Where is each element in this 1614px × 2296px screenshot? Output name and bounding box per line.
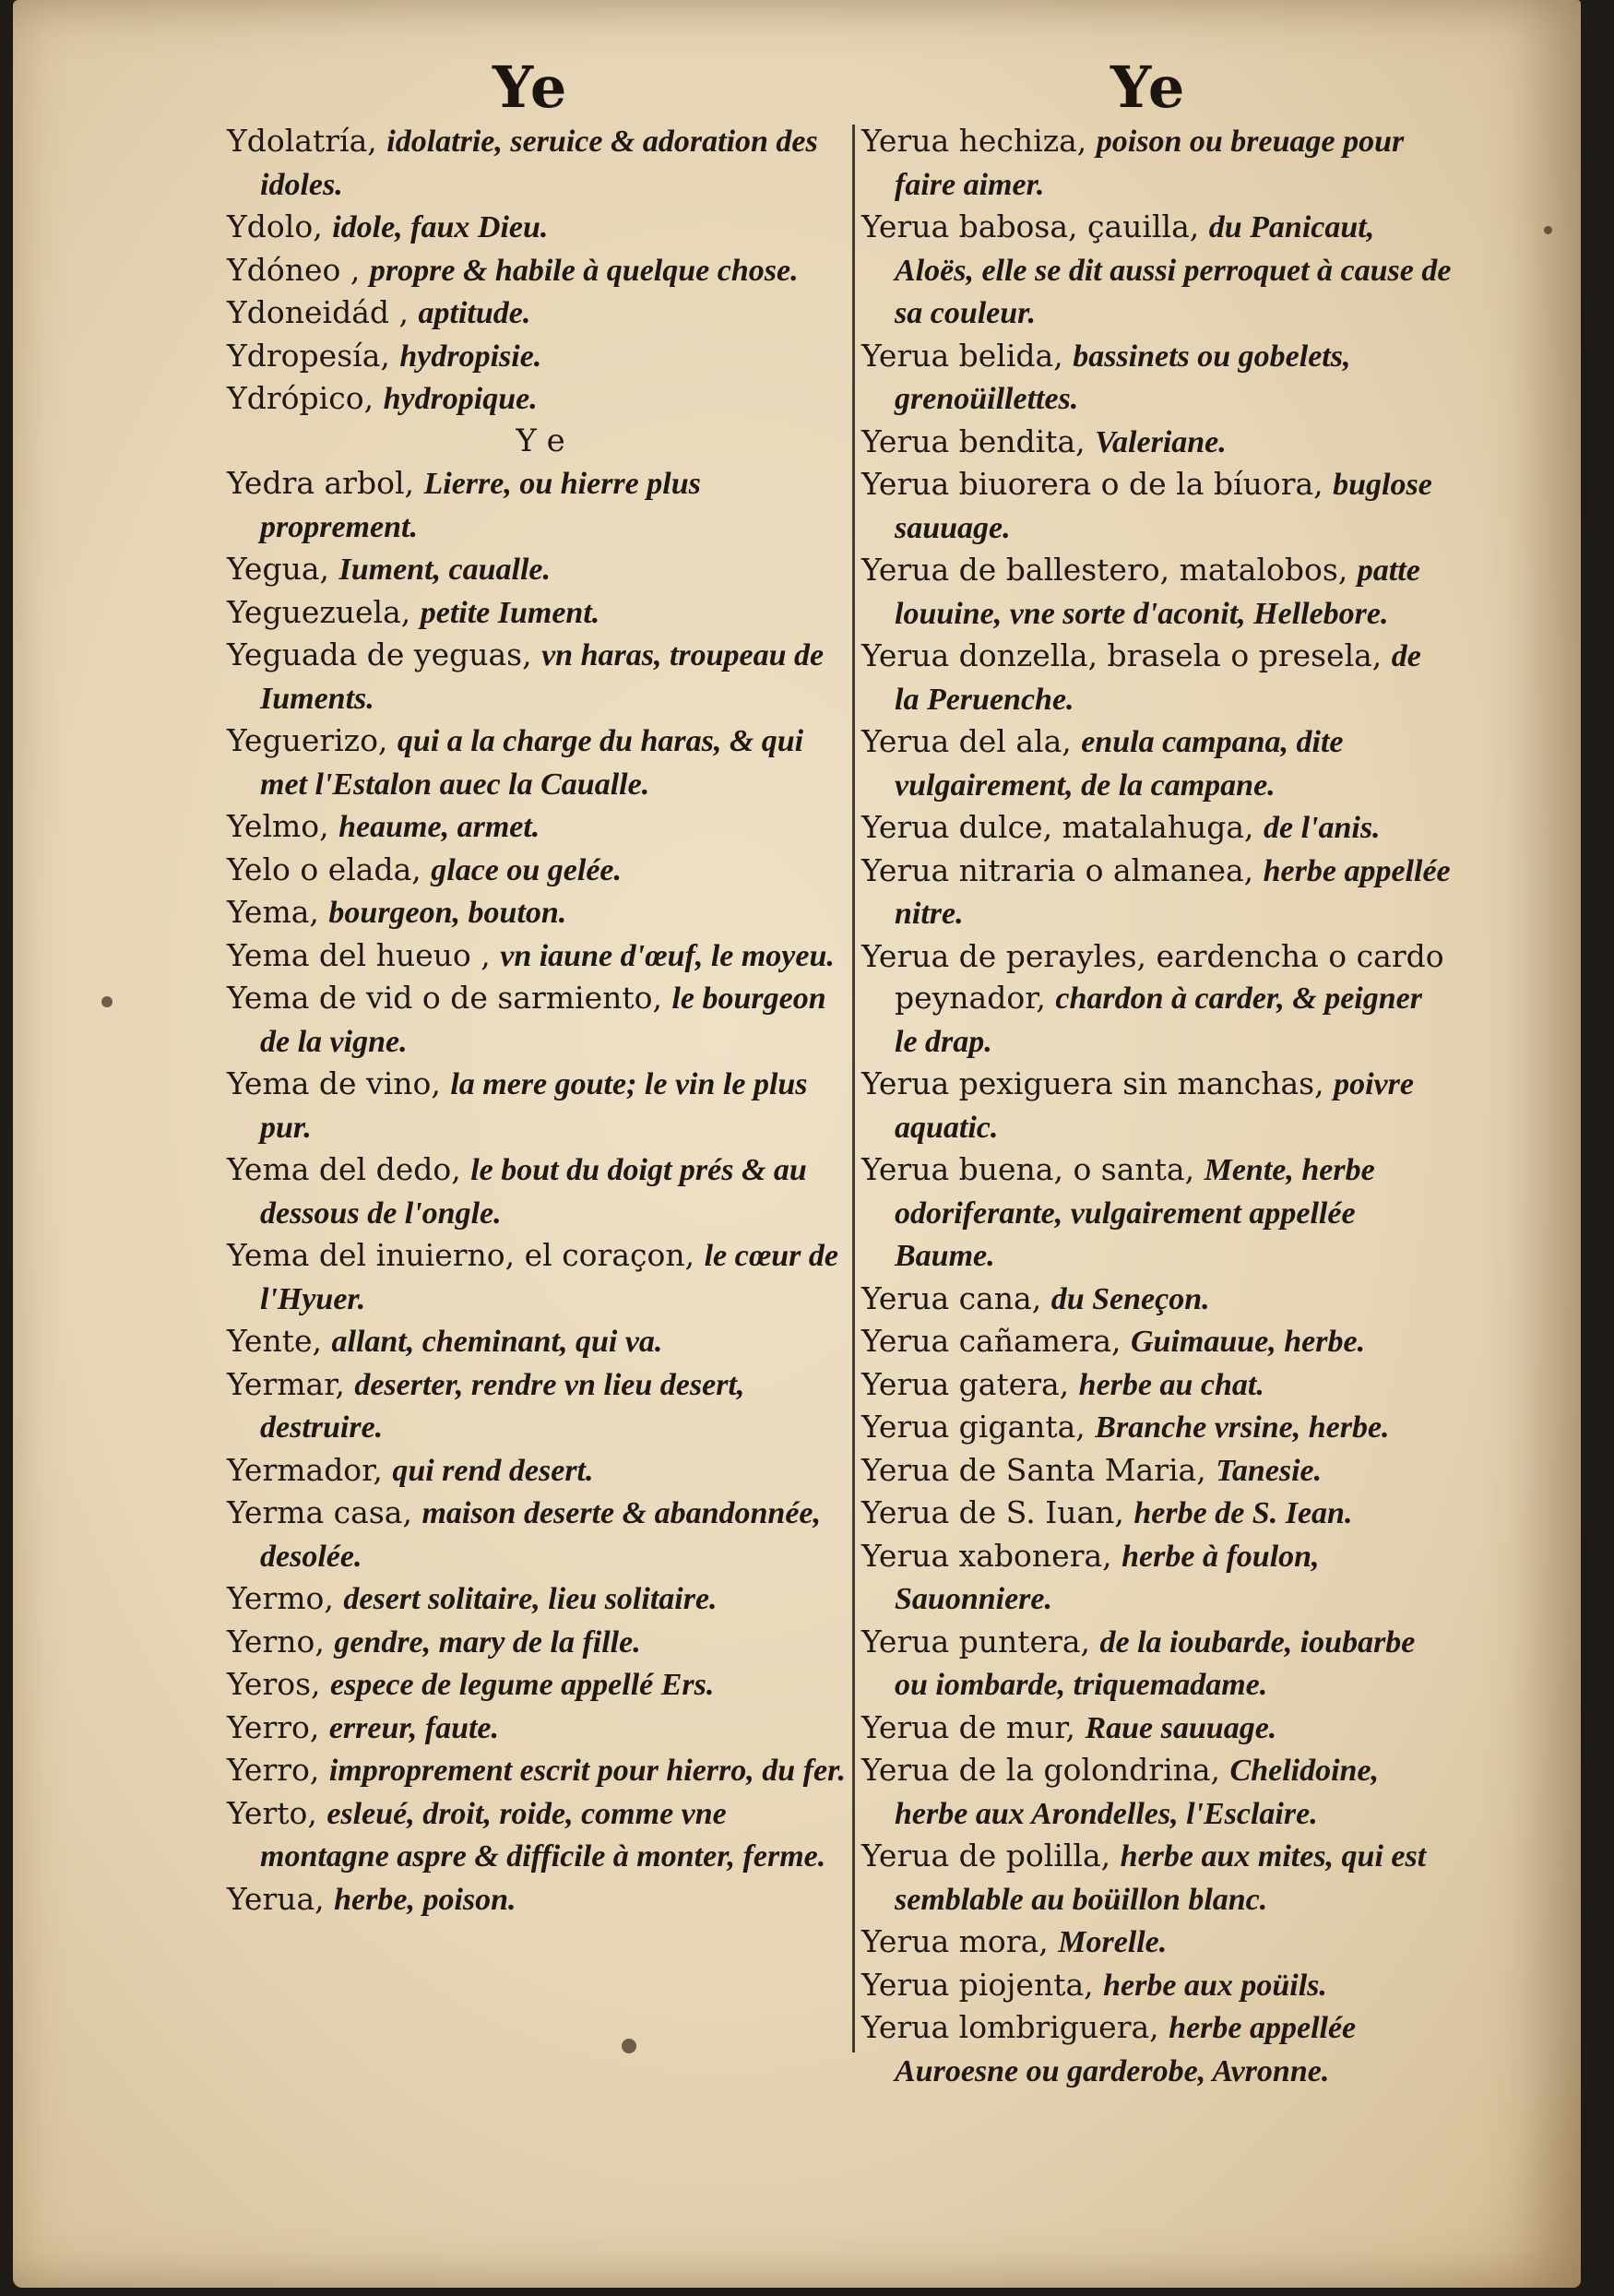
entry-definition: bourgeon, bouton. bbox=[328, 896, 567, 930]
dictionary-entry bbox=[227, 891, 854, 934]
dictionary-entry bbox=[227, 335, 854, 378]
dictionary-entry bbox=[861, 1964, 1452, 2007]
entry-definition: du Seneçon. bbox=[1050, 1281, 1210, 1316]
dictionary-entry bbox=[861, 1148, 1452, 1278]
dictionary-entry bbox=[227, 1363, 854, 1449]
dictionary-entry bbox=[227, 1492, 854, 1577]
dictionary-entry bbox=[227, 206, 854, 249]
entry-headword: Yerua donzella, brasela o presela, bbox=[861, 637, 1392, 673]
entry-headword: Yerua lombriguera, bbox=[861, 2009, 1169, 2045]
dictionary-entry bbox=[861, 850, 1452, 935]
entry-headword: Yerro, bbox=[227, 1708, 329, 1745]
entry-headword: Yerua cana, bbox=[861, 1279, 1051, 1316]
entry-definition: herbe, poison. bbox=[334, 1882, 516, 1917]
entry-headword: Yerua de Santa Maria, bbox=[861, 1451, 1216, 1488]
entry-definition: le bourgeon de la vigne. bbox=[260, 981, 826, 1059]
entry-definition: idole, faux Dieu. bbox=[332, 210, 549, 244]
entry-definition: Iument, caualle. bbox=[338, 553, 552, 587]
dictionary-entry bbox=[227, 634, 854, 720]
entry-definition: Tanesie. bbox=[1216, 1453, 1323, 1488]
entry-definition: glace ou gelée. bbox=[431, 852, 623, 887]
dictionary-entry bbox=[227, 1707, 854, 1750]
dictionary-entry bbox=[861, 1406, 1452, 1449]
dictionary-entry bbox=[227, 591, 854, 635]
dictionary-entry bbox=[861, 1449, 1452, 1493]
dictionary-entry bbox=[227, 462, 854, 548]
entry-definition: herbe au chat. bbox=[1078, 1367, 1264, 1402]
dictionary-entry bbox=[227, 849, 854, 892]
entry-headword: Yermar, bbox=[227, 1365, 355, 1402]
dictionary-entry bbox=[861, 935, 1452, 1064]
entry-headword: Yerua giganta, bbox=[861, 1409, 1096, 1445]
running-header-right: Ye bbox=[1110, 54, 1187, 121]
entry-definition: Raue sauuage. bbox=[1085, 1710, 1277, 1745]
entry-definition: Morelle. bbox=[1058, 1925, 1168, 1959]
entry-headword: Ydóneo , bbox=[227, 251, 370, 288]
entry-definition: herbe de S. Iean. bbox=[1133, 1496, 1353, 1530]
entry-headword: Yeguezuela, bbox=[227, 593, 421, 630]
dictionary-entry bbox=[227, 1621, 854, 1664]
dictionary-entry bbox=[227, 1878, 854, 1921]
entry-headword: Yerua de ballestero, matalobos, bbox=[861, 552, 1358, 588]
entry-definition: poison ou breuage pour faire aimer. bbox=[895, 125, 1405, 202]
dictionary-entry bbox=[227, 1148, 854, 1234]
entry-definition: allant, cheminant, qui va. bbox=[331, 1325, 663, 1359]
entry-definition: qui a la charge du haras, & qui met l'Estalon auec la Caualle. bbox=[260, 724, 804, 802]
entry-headword: Yerua bendita, bbox=[861, 422, 1096, 459]
entry-definition: propre & habile à quelque chose. bbox=[369, 253, 799, 288]
entry-definition: espece de legume appellé Ers. bbox=[330, 1668, 715, 1702]
entry-headword: Yerno, bbox=[227, 1623, 335, 1660]
dictionary-entry bbox=[227, 1063, 854, 1148]
dictionary-entry bbox=[861, 1320, 1452, 1363]
dictionary-entry bbox=[861, 1707, 1452, 1750]
entry-headword: Yerua piojenta, bbox=[861, 1966, 1104, 2003]
dictionary-entry bbox=[227, 1577, 854, 1621]
entry-definition: heaume, armet. bbox=[338, 810, 540, 844]
entry-headword: Yerua puntera, bbox=[861, 1623, 1100, 1660]
entry-definition: herbe appellée Auroesne ou garderobe, Avronne. bbox=[895, 2011, 1357, 2088]
entry-headword: Yema de vino, bbox=[227, 1065, 451, 1101]
dictionary-entry bbox=[861, 1535, 1452, 1621]
dictionary-entry bbox=[227, 548, 854, 591]
dictionary-entry bbox=[861, 1278, 1452, 1321]
entry-definition: desert solitaire, lieu solitaire. bbox=[343, 1582, 718, 1616]
entry-headword: Ydolo, bbox=[227, 208, 333, 244]
entry-headword: Yema de vid o de sarmiento, bbox=[227, 980, 672, 1016]
entry-definition: improprement escrit pour hierro, du fer. bbox=[328, 1754, 846, 1788]
running-header-left: Ye bbox=[493, 54, 569, 121]
entry-headword: Yema del hueuo , bbox=[227, 936, 501, 973]
entry-definition: de la Peruenche. bbox=[895, 639, 1421, 717]
entry-definition: idolatrie, seruice & adoration des idoles. bbox=[260, 125, 818, 202]
dictionary-entry bbox=[227, 1792, 854, 1878]
dictionary-entry bbox=[861, 206, 1452, 335]
dictionary-entry bbox=[861, 2006, 1452, 2092]
entry-definition: buglose sauuage. bbox=[895, 468, 1432, 545]
dictionary-entry bbox=[227, 249, 854, 292]
dictionary-entry bbox=[227, 805, 854, 849]
entry-definition: herbe appellée nitre. bbox=[895, 853, 1451, 931]
dictionary-entry bbox=[227, 291, 854, 335]
entry-definition: le cœur de l'Hyuer. bbox=[260, 1239, 838, 1316]
entry-definition: Mente, herbe odoriferante, vulgairement appellée Baume. bbox=[895, 1153, 1375, 1273]
entry-definition: poivre aquatic. bbox=[895, 1067, 1414, 1145]
entry-definition: herbe à foulon, Sauonniere. bbox=[895, 1539, 1320, 1616]
entry-headword: Yerua pexiguera sin manchas, bbox=[861, 1065, 1335, 1101]
entry-definition: hydropisie. bbox=[399, 339, 542, 374]
entry-definition: maison deserte & abandonnée, desolée. bbox=[260, 1496, 822, 1574]
dictionary-entry bbox=[861, 1749, 1452, 1835]
entry-headword: Yerma casa, bbox=[227, 1494, 422, 1530]
entry-definition: vn iaune d'œuf, le moyeu. bbox=[500, 938, 835, 973]
ink-spot bbox=[622, 2039, 636, 2053]
dictionary-entry bbox=[861, 1492, 1452, 1535]
entry-definition: bassinets ou gobelets, grenoüillettes. bbox=[895, 339, 1351, 416]
entry-definition: de l'anis. bbox=[1263, 811, 1381, 845]
entry-headword: Yelmo, bbox=[227, 808, 339, 844]
entry-headword: Yema del inuierno, el coraçon, bbox=[227, 1237, 705, 1273]
entry-definition: hydropique. bbox=[383, 382, 538, 416]
entry-headword: Yerua de polilla, bbox=[861, 1838, 1121, 1874]
dictionary-entry bbox=[861, 635, 1452, 720]
left-column bbox=[227, 120, 854, 1921]
entry-headword: Yerua buena, o santa, bbox=[861, 1151, 1205, 1187]
entry-definition: gendre, mary de la fille. bbox=[334, 1624, 641, 1660]
entry-headword: Ydrópico, bbox=[227, 380, 384, 416]
entry-headword: Yerua, bbox=[227, 1880, 335, 1917]
dictionary-entry bbox=[861, 1063, 1452, 1148]
dictionary-entry bbox=[861, 1363, 1452, 1407]
entry-headword: Yema, bbox=[227, 894, 329, 930]
dictionary-entry bbox=[227, 934, 854, 978]
section-subheading: Y e bbox=[516, 422, 565, 459]
entry-headword: Yente, bbox=[227, 1323, 332, 1359]
dictionary-entry bbox=[227, 977, 854, 1063]
dictionary-entry bbox=[227, 120, 854, 206]
ink-spot bbox=[1544, 226, 1552, 234]
entry-headword: Ydolatría, bbox=[227, 123, 387, 159]
dictionary-entry bbox=[861, 720, 1452, 806]
entry-headword: Yeros, bbox=[227, 1666, 331, 1702]
dictionary-entry bbox=[227, 1449, 854, 1493]
entry-headword: Yerua babosa, çauilla, bbox=[861, 208, 1209, 244]
dictionary-entry bbox=[861, 463, 1452, 549]
entry-headword: Yerua de perayles, eardencha o cardo peynador, bbox=[861, 937, 1444, 1016]
dictionary-entry bbox=[227, 1663, 854, 1707]
entry-headword: Yerua biuorera o de la bíuora, bbox=[861, 466, 1334, 502]
entry-headword: Yegua, bbox=[227, 551, 339, 587]
entry-headword: Yerro, bbox=[227, 1752, 329, 1788]
entry-headword: Yerua de la golondrina, bbox=[861, 1752, 1230, 1788]
entry-definition: esleué, droit, roide, comme vne montagne aspre & difficile à monter, ferme. bbox=[260, 1796, 826, 1874]
entry-definition: enula campana, dite vulgairement, de la campane. bbox=[895, 725, 1344, 803]
entry-definition: Chelidoine, herbe aux Arondelles, l'Esclaire. bbox=[895, 1754, 1380, 1831]
entry-headword: Yema del dedo, bbox=[227, 1151, 471, 1187]
dictionary-page bbox=[13, 0, 1581, 2288]
column-divider bbox=[852, 125, 855, 2052]
entry-headword: Yerua dulce, matalahuga, bbox=[861, 809, 1264, 845]
entry-headword: Yerua gatera, bbox=[861, 1365, 1079, 1402]
entry-headword: Yerua del ala, bbox=[861, 723, 1082, 759]
entry-headword: Yerua belida, bbox=[861, 337, 1074, 374]
entry-headword: Yerua mora, bbox=[861, 1923, 1059, 1959]
entry-headword: Yedra arbol, bbox=[227, 465, 424, 501]
entry-headword: Yeguerizo, bbox=[227, 722, 398, 758]
entry-definition: chardon à carder, & peigner le drap. bbox=[895, 981, 1422, 1059]
entry-definition: qui rend desert. bbox=[392, 1453, 594, 1488]
entry-headword: Yerua de mur, bbox=[861, 1708, 1086, 1745]
entry-definition: la mere goute; le vin le plus pur. bbox=[260, 1067, 808, 1145]
entry-headword: Yerua nitraria o almanea, bbox=[861, 851, 1264, 888]
entry-headword: Yermador, bbox=[227, 1451, 393, 1488]
dictionary-entry bbox=[227, 1234, 854, 1320]
entry-headword: Ydropesía, bbox=[227, 337, 400, 374]
entry-definition: petite Iument. bbox=[420, 595, 600, 630]
entry-definition: erreur, faute. bbox=[328, 1710, 500, 1745]
entry-headword: Yerto, bbox=[227, 1794, 327, 1831]
entry-headword: Yermo, bbox=[227, 1580, 344, 1616]
ink-spot bbox=[101, 996, 113, 1007]
entry-definition: Lierre, ou hierre plus proprement. bbox=[260, 467, 701, 544]
right-column bbox=[861, 120, 1452, 2092]
entry-headword: Yerua de S. Iuan, bbox=[861, 1494, 1134, 1530]
entry-definition: herbe aux poüils. bbox=[1103, 1968, 1327, 2003]
dictionary-entry bbox=[227, 720, 854, 805]
dictionary-entry bbox=[861, 806, 1452, 850]
entry-headword: Yelo o elada, bbox=[227, 851, 432, 887]
entry-definition: le bout du doigt prés & au dessous de l'ongle. bbox=[260, 1153, 807, 1231]
dictionary-entry bbox=[861, 549, 1452, 635]
entry-headword: Yerua hechiza, bbox=[861, 123, 1097, 159]
dictionary-entry bbox=[861, 1835, 1452, 1921]
dictionary-entry bbox=[861, 1921, 1452, 1964]
entry-definition: herbe aux mites, qui est semblable au boüillon blanc. bbox=[895, 1839, 1427, 1917]
entry-definition: deserter, rendre vn lieu desert, destruire. bbox=[260, 1367, 745, 1445]
entry-definition: de la ioubarde, ioubarbe ou iombarde, triquemadame. bbox=[895, 1624, 1416, 1702]
entry-definition: Valeriane. bbox=[1095, 424, 1227, 459]
entry-definition: aptitude. bbox=[418, 296, 531, 330]
dictionary-entry bbox=[861, 421, 1452, 464]
dictionary-entry bbox=[227, 377, 854, 421]
dictionary-entry bbox=[861, 120, 1452, 206]
entry-headword: Ydoneidád , bbox=[227, 294, 419, 330]
dictionary-entry bbox=[227, 1320, 854, 1363]
dictionary-entry bbox=[861, 335, 1452, 421]
dictionary-entry bbox=[861, 1621, 1452, 1707]
entry-definition: patte louuine, vne sorte d'aconit, Hellebore. bbox=[895, 553, 1420, 631]
dictionary-entry bbox=[227, 1749, 854, 1792]
entry-definition: du Panicaut, Aloës, elle se dit aussi perroquet à cause de sa couleur. bbox=[895, 210, 1452, 330]
entry-definition: Branche vrsine, herbe. bbox=[1095, 1410, 1390, 1445]
entry-headword: Yerua xabonera, bbox=[861, 1537, 1122, 1574]
entry-definition: vn haras, troupeau de Iuments. bbox=[260, 638, 825, 716]
entry-definition: Guimauue, herbe. bbox=[1130, 1325, 1366, 1359]
entry-headword: Yeguada de yeguas, bbox=[227, 636, 542, 672]
entry-headword: Yerua cañamera, bbox=[861, 1323, 1131, 1359]
